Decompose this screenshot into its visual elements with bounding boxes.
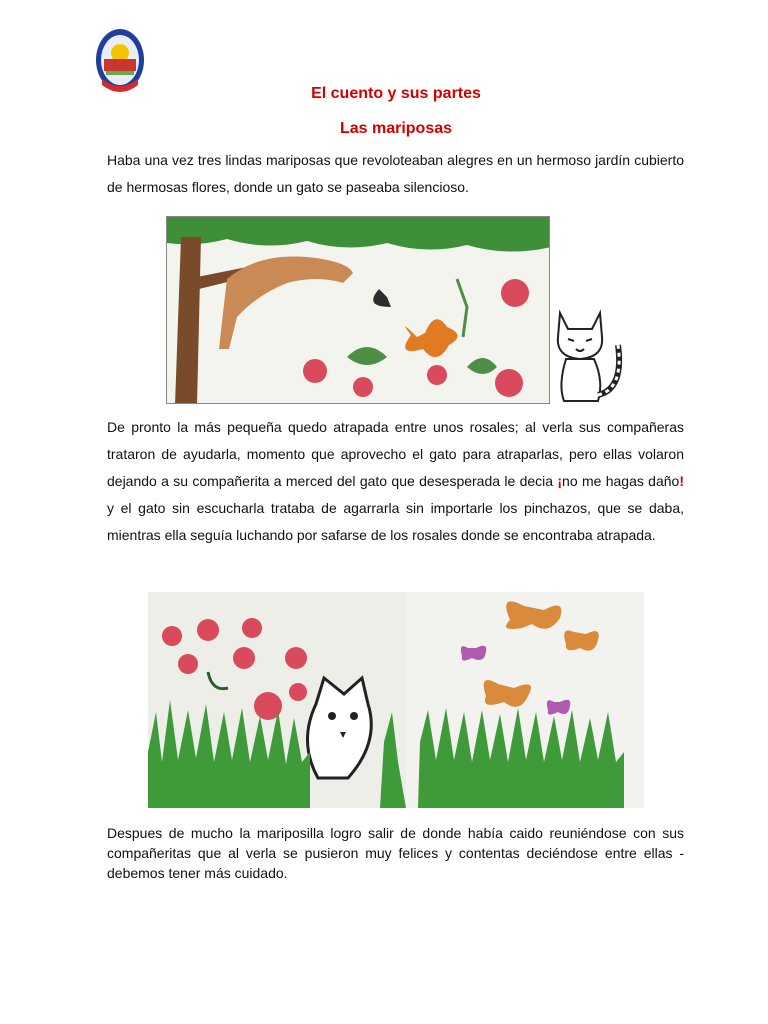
story-title: Las mariposas <box>339 120 453 137</box>
cartoon-cat-icon <box>548 305 630 405</box>
paragraph-middle <box>107 414 684 549</box>
paragraph-middle-after: y el gato sin escucharla trataba de agarrarla sin importarle los pinchazos, que se daba, mientras ella seguía luchando por safarse de los rosales donde se encontraba atrapada. <box>107 500 684 543</box>
illustration-garden-cat <box>166 216 550 404</box>
page-title: El cuento y sus partes <box>311 85 481 102</box>
exclamation-close: ! <box>679 473 684 489</box>
exclamation-open: ¡ <box>557 473 563 489</box>
illustration-roses-butterflies <box>148 592 644 808</box>
paragraph-ending: Despues de mucho la mariposilla logro salir de donde había caido reuniéndose con sus compañeritas que al verla se pusieron muy felices y contentas deciéndose entre ellas - debemos tener más cuidado. <box>107 825 684 881</box>
paragraph-middle-before: De pronto la más pequeña quedo atrapada entre unos rosales; al verla sus compañeras trataron de ayudarla, momento que aprovecho el gato para atraparlas, pero ellas volaron dejando a su compañerita a merced del gato que desesperada le decia <box>107 419 684 489</box>
paragraph-intro: Haba una vez tres lindas mariposas que revoloteaban alegres en un hermoso jardín cubierto de hermosas flores, donde un gato se paseaba silencioso. <box>107 152 684 195</box>
exclamation-text: no me hagas daño <box>562 473 680 489</box>
